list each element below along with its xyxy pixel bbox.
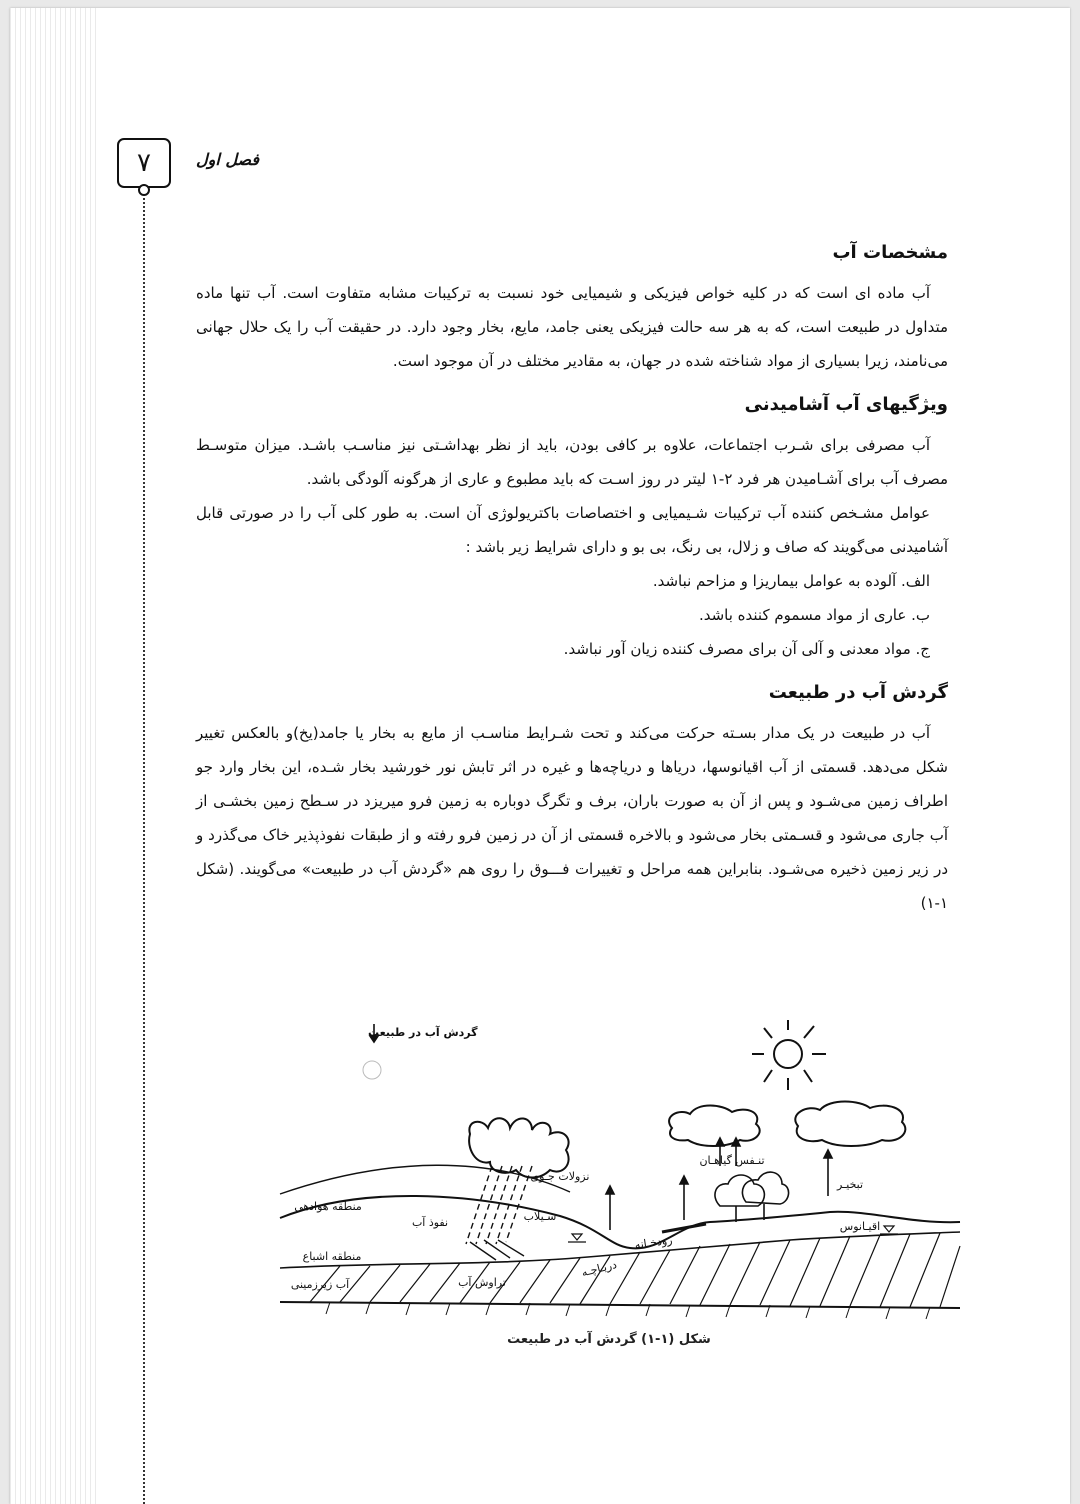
- river-label: رودخـانه: [633, 1233, 674, 1252]
- atmosphere-line: [280, 1165, 570, 1194]
- body-text: [196, 230, 948, 920]
- legend-label: گردش آب در طبیعت: [368, 1026, 478, 1039]
- evaporation-label: تبخیـر: [836, 1178, 864, 1191]
- moon-icon: [363, 1061, 381, 1079]
- paragraph: آب در طبیعت در یک مدار بسـته حرکت می‌کند و تحت شـرایط مناسـب از مایع به بخار یا جامد(یخ)و بالعکس تغییر شکل می‌دهد. قسمتی از آب اقیانوسها، دریاها و دریاچه‌ها و غیره در اثر تابش نور خورشید بخار شـده، این بخار وارد جو اطراف زمین می‌شـود و پس از آن به صورت باران، برف و تگرگ دوباره به زمین فرو میریزد در سـطح زمین بخشـی از آب جاری می‌شود و قسـمتی بخار می‌شود و بالاخره قسمتی از آن در زمین فرو رفته و از طبقات نفوذپذیر خاک می‌گذرد و در زیر زمین ذخیره می‌شـود. بنابراین همه مراحل و تغییرات فـــوق را روی هم «گردش آب در طبیعت» می‌گویند. (شکل ۱-۱): [196, 724, 948, 912]
- water-cycle-figure: [270, 1016, 970, 1328]
- paragraph: عوامل مشـخص کننده آب ترکیبات شـیمیایی و اختصاصات باکتریولوژی آن است. به طور کلی آب را در صورتی قابل آشامیدنی می‌گویند که صاف و زلال، بی رنگ، بی بو و دارای شرایط زیر باشد :: [196, 504, 948, 556]
- paragraph: آب مصرفی برای شـرب اجتماعات، علاوه بر کافی بودن، باید از نظر بهداشـتی نیز مناسـب باشـد. میزان متوسـط مصرف آب برای آشـامیدن هر فرد ۲-۱ لیتر در روز اسـت که باید مطبوع و عاری از هرگونه آلودگی باشد.: [196, 436, 948, 488]
- list-item: الف. آلوده به عوامل بیماریزا و مزاحم نباشد.: [652, 572, 930, 590]
- ocean-marker-icon: [880, 1226, 898, 1234]
- aeration-zone-label: منطقه هوادهی: [294, 1200, 362, 1213]
- precipitation-label: نزولات جـوی: [530, 1170, 590, 1183]
- saturation-zone-label: منطقه اشباع: [302, 1250, 362, 1263]
- cloud-icon: [669, 1106, 760, 1147]
- binding-pattern: [10, 8, 98, 1504]
- section-heading: ویژگیهای آب آشامیدنی: [744, 394, 948, 415]
- ocean-label: اقیـانوس: [839, 1220, 881, 1233]
- section-heading: مشخصات آب: [832, 242, 948, 263]
- lake-label: دریـاچـه: [580, 1257, 619, 1280]
- lake-marker-icon: [568, 1234, 586, 1242]
- paragraph: آب ماده ای است که در کلیه خواص فیزیکی و شیمیایی خود نسبت به ترکیبات مشابه متفاوت است. آب تنها ماده متداول در طبیعت است، که به هر سه حالت فیزیکی یعنی جامد، مایع، بخار وجود دارد. در حقیقت آب را یک حلال جهانی می‌نامند، زیرا بسیاری از مواد شناخته شده در جهان، به مقادیر مختلف در آن موجود است.: [196, 284, 948, 370]
- chapter-title: فصل اول: [196, 150, 260, 169]
- document-page: [10, 8, 1070, 1504]
- page-number: ۷: [117, 138, 171, 188]
- list-item: ج. مواد معدنی و آلی آن برای مصرف کننده زیان آور نباشد.: [563, 640, 930, 658]
- section-heading: گردش آب در طبیعت: [768, 682, 948, 703]
- figure-caption: شکل (۱-۱) گردش آب در طبیعت: [507, 1332, 711, 1347]
- water-table: [280, 1232, 960, 1268]
- infiltration-label: نفوذ آب: [411, 1216, 449, 1229]
- groundwater-label: آب زیرزمینی: [290, 1278, 350, 1291]
- vapor-arrows: [606, 1138, 832, 1230]
- transpiration-label: تنـفس گیاهـان: [699, 1154, 765, 1167]
- margin-dotted-line: [143, 198, 145, 1504]
- rain-lines: [466, 1166, 532, 1244]
- trees-icon: [715, 1172, 789, 1222]
- cloud-icon: [795, 1102, 905, 1147]
- bedrock-line: [280, 1302, 960, 1308]
- list-item: ب. عاری از مواد مسموم کننده باشد.: [698, 606, 930, 624]
- page-number-connector: [138, 184, 150, 196]
- seepage-label: تراوش آب: [458, 1276, 506, 1289]
- runoff-label: سـیلاب: [523, 1210, 557, 1223]
- water-cycle-diagram: [270, 1016, 970, 1328]
- sun-icon: [752, 1020, 826, 1090]
